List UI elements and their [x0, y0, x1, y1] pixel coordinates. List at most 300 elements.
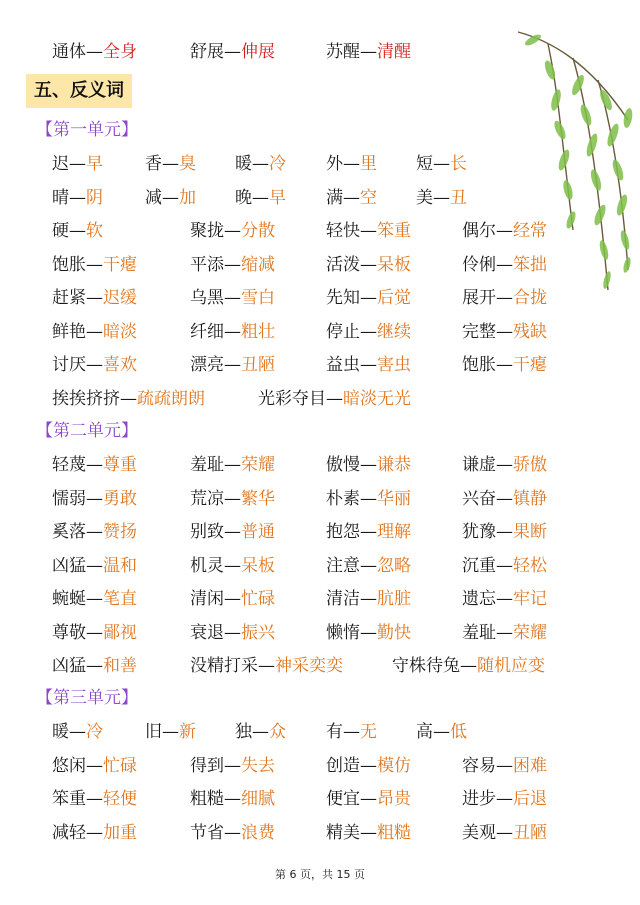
dash-separator: —: [496, 622, 513, 643]
dash-separator: —: [343, 187, 360, 208]
antonym-pair: [326, 281, 411, 315]
dash-separator: —: [496, 254, 513, 275]
word: 聚拢: [190, 221, 224, 241]
antonym-pair: [52, 782, 137, 816]
dash-separator: —: [360, 254, 377, 275]
antonym-pair: [190, 782, 275, 816]
dash-separator: —: [360, 589, 377, 609]
antonym: 后觉: [377, 288, 411, 308]
word: 晚: [235, 187, 252, 208]
antonym: 笔直: [103, 589, 137, 609]
dash-separator: —: [86, 656, 103, 676]
antonym: 继续: [377, 321, 411, 342]
word: 沉重: [462, 555, 496, 576]
dash-separator: —: [69, 221, 86, 241]
antonym-pair: [462, 782, 547, 816]
dash-separator: —: [360, 42, 377, 62]
antonym-row: [0, 248, 640, 282]
antonym-pair: [190, 515, 275, 549]
antonym-pair: [52, 35, 137, 69]
antonym: 镇静: [513, 488, 547, 509]
antonym-pair: [462, 248, 547, 282]
word: 轻蔑: [52, 455, 86, 475]
antonym: 昂贵: [377, 789, 411, 809]
dash-separator: —: [86, 42, 103, 62]
antonym-pair: [235, 181, 286, 215]
word: 懦弱: [52, 488, 86, 509]
dash-separator: —: [224, 522, 241, 542]
antonym-pair: [145, 147, 196, 181]
antonym: 果断: [513, 522, 547, 542]
antonym: 粗壮: [241, 321, 275, 342]
dash-separator: —: [86, 789, 103, 809]
antonym: 鄙视: [103, 622, 137, 643]
antonym: 全身: [103, 42, 137, 62]
antonym-pair: [462, 448, 547, 482]
antonym: 细腻: [241, 789, 275, 809]
antonym-row: [0, 782, 640, 816]
word: 独: [235, 722, 252, 742]
antonym-pair: [52, 147, 103, 181]
antonym-pair: [190, 348, 275, 382]
antonym: 长: [450, 154, 467, 174]
word: 朴素: [326, 488, 360, 509]
antonym-pair: [52, 616, 137, 650]
word: 粗糙: [190, 789, 224, 809]
word: 清闲: [190, 589, 224, 609]
antonym: 呆板: [377, 254, 411, 275]
antonym-pair: [462, 482, 547, 516]
dash-separator: —: [258, 656, 275, 676]
antonym: 冷: [86, 722, 103, 742]
word: 苏醒: [326, 42, 360, 62]
antonym-pair: [462, 315, 547, 349]
antonym: 理解: [377, 522, 411, 542]
antonym: 牢记: [513, 589, 547, 609]
unit-title: 【第一单元】: [36, 120, 138, 140]
page-footer: 第 6 页，共 15 页: [275, 868, 365, 881]
antonym-row: [0, 147, 640, 181]
antonym: 害虫: [377, 355, 411, 375]
word: 轻快: [326, 221, 360, 241]
word: 伶俐: [462, 254, 496, 275]
antonym-pair: [326, 147, 377, 181]
dash-separator: —: [162, 187, 179, 208]
antonym-pair: [416, 181, 467, 215]
antonym-pair: [190, 248, 275, 282]
word: 先知: [326, 288, 360, 308]
antonym-pair: [326, 315, 411, 349]
antonym: 暗淡无光: [343, 388, 411, 409]
antonym: 臭: [179, 154, 196, 174]
antonym: 伸展: [241, 42, 275, 62]
antonym-pair: [326, 482, 411, 516]
antonym-row: [0, 616, 640, 650]
antonym-pair: [190, 749, 275, 783]
dash-separator: —: [360, 822, 377, 843]
antonym: 干瘪: [103, 254, 137, 275]
dash-separator: —: [86, 288, 103, 308]
word: 减轻: [52, 822, 86, 843]
antonym-pair: [326, 35, 411, 69]
dash-separator: —: [224, 42, 241, 62]
antonym-row: [0, 348, 640, 382]
dash-separator: —: [433, 722, 450, 742]
word: 蜿蜒: [52, 589, 86, 609]
antonym-pair: [326, 549, 411, 583]
antonym: 早: [86, 154, 103, 174]
antonym: 随机应变: [477, 656, 545, 676]
antonym-row: [0, 549, 640, 583]
word: 悠闲: [52, 755, 86, 776]
word: 减: [145, 187, 162, 208]
antonym-pair: [392, 649, 545, 683]
word: 羞耻: [462, 622, 496, 643]
word: 讨厌: [52, 355, 86, 375]
word: 益虫: [326, 355, 360, 375]
antonym: 清醒: [377, 42, 411, 62]
antonym: 软: [86, 221, 103, 241]
antonym: 迟缓: [103, 288, 137, 308]
antonym: 阴: [86, 187, 103, 208]
word: 完整: [462, 321, 496, 342]
antonym: 模仿: [377, 755, 411, 776]
antonym-pair: [462, 281, 547, 315]
antonym: 和善: [103, 656, 137, 676]
word: 暖: [52, 722, 69, 742]
dash-separator: —: [69, 154, 86, 174]
antonym-pair: [52, 214, 103, 248]
antonym-pair: [52, 248, 137, 282]
antonym: 雪白: [241, 288, 275, 308]
dash-separator: —: [86, 321, 103, 342]
antonym: 分散: [241, 221, 275, 241]
dash-separator: —: [496, 555, 513, 576]
word: 清洁: [326, 589, 360, 609]
word: 懒惰: [326, 622, 360, 643]
antonym-pair: [190, 35, 275, 69]
antonym: 忽略: [377, 555, 411, 576]
word: 纤细: [190, 321, 224, 342]
antonym-pair: [52, 715, 103, 749]
antonym: 忙碌: [103, 755, 137, 776]
section-title: 五、反义词: [26, 74, 132, 108]
antonym: 空: [360, 187, 377, 208]
antonym: 赞扬: [103, 522, 137, 542]
dash-separator: —: [496, 455, 513, 475]
antonym-pair: [416, 715, 467, 749]
word: 鲜艳: [52, 321, 86, 342]
antonym-pair: [190, 315, 275, 349]
dash-separator: —: [496, 589, 513, 609]
antonym: 无: [360, 722, 377, 742]
antonym-pair: [326, 616, 411, 650]
unit-title: 【第三单元】: [36, 688, 138, 708]
antonym: 肮脏: [377, 589, 411, 609]
dash-separator: —: [86, 488, 103, 509]
dash-separator: —: [252, 722, 269, 742]
dash-separator: —: [360, 555, 377, 576]
word: 谦虚: [462, 455, 496, 475]
antonym: 冷: [269, 154, 286, 174]
unit-title: 【第二单元】: [36, 421, 138, 441]
antonym-pair: [190, 281, 275, 315]
dash-separator: —: [360, 789, 377, 809]
word: 进步: [462, 789, 496, 809]
antonym-pair: [52, 649, 137, 683]
antonym-row: [0, 649, 640, 683]
antonym-pair: [52, 281, 137, 315]
word: 遗忘: [462, 589, 496, 609]
dash-separator: —: [360, 488, 377, 509]
antonym-pair: [326, 214, 411, 248]
word: 漂亮: [190, 355, 224, 375]
dash-separator: —: [224, 488, 241, 509]
antonym: 加重: [103, 822, 137, 843]
word: 羞耻: [190, 455, 224, 475]
antonym-row: [0, 482, 640, 516]
word: 光彩夺目: [258, 388, 326, 409]
word: 饱胀: [462, 355, 496, 375]
word: 暖: [235, 154, 252, 174]
antonym: 繁华: [241, 488, 275, 509]
dash-separator: —: [496, 321, 513, 342]
word: 高: [416, 722, 433, 742]
word: 迟: [52, 154, 69, 174]
word: 满: [326, 187, 343, 208]
antonym: 暗淡: [103, 321, 137, 342]
antonym-pair: [462, 582, 547, 616]
dash-separator: —: [224, 321, 241, 342]
antonym: 后退: [513, 789, 547, 809]
antonym-pair: [326, 248, 411, 282]
word: 守株待兔: [392, 656, 460, 676]
antonym: 新: [179, 722, 196, 742]
word: 展开: [462, 288, 496, 308]
dash-separator: —: [224, 622, 241, 643]
word: 便宜: [326, 789, 360, 809]
antonym-pair: [326, 448, 411, 482]
antonym-pair: [190, 816, 275, 850]
antonym-pair: [52, 315, 137, 349]
antonym-pair: [326, 782, 411, 816]
antonym: 早: [269, 187, 286, 208]
dash-separator: —: [360, 288, 377, 308]
antonym: 骄傲: [513, 455, 547, 475]
antonym: 笨拙: [513, 254, 547, 275]
antonym-pair: [326, 515, 411, 549]
antonym: 荣耀: [241, 455, 275, 475]
antonym: 温和: [103, 555, 137, 576]
word: 平添: [190, 254, 224, 275]
dash-separator: —: [86, 254, 103, 275]
word: 赶紧: [52, 288, 86, 308]
dash-separator: —: [224, 254, 241, 275]
word: 乌黑: [190, 288, 224, 308]
antonym: 轻便: [103, 789, 137, 809]
dash-separator: —: [86, 455, 103, 475]
antonym: 合拢: [513, 288, 547, 308]
dash-separator: —: [86, 822, 103, 843]
antonym-pair: [462, 616, 547, 650]
dash-separator: —: [360, 221, 377, 241]
word: 笨重: [52, 789, 86, 809]
dash-separator: —: [360, 522, 377, 542]
dash-separator: —: [360, 755, 377, 776]
dash-separator: —: [326, 388, 343, 409]
antonym: 华丽: [377, 488, 411, 509]
dash-separator: —: [252, 187, 269, 208]
antonym-row: [0, 515, 640, 549]
word: 停止: [326, 321, 360, 342]
dash-separator: —: [496, 221, 513, 241]
antonym-row: [0, 448, 640, 482]
antonym: 众: [269, 722, 286, 742]
word: 精美: [326, 822, 360, 843]
dash-separator: —: [86, 522, 103, 542]
antonym-row: [0, 315, 640, 349]
antonym-pair: [145, 181, 196, 215]
antonym-pair: [190, 482, 275, 516]
word: 抱怨: [326, 522, 360, 542]
antonym-pair: [416, 147, 467, 181]
word: 偶尔: [462, 221, 496, 241]
dash-separator: —: [252, 154, 269, 174]
word: 衰退: [190, 622, 224, 643]
antonym: 喜欢: [103, 355, 137, 375]
antonym: 普通: [241, 522, 275, 542]
antonym-pair: [462, 816, 547, 850]
dash-separator: —: [162, 722, 179, 742]
antonym-pair: [52, 749, 137, 783]
dash-separator: —: [343, 722, 360, 742]
dash-separator: —: [496, 488, 513, 509]
antonym-pair: [326, 816, 411, 850]
antonym: 浪费: [241, 822, 275, 843]
word: 凶猛: [52, 656, 86, 676]
antonym-row: [0, 281, 640, 315]
antonym-pair: [52, 549, 137, 583]
antonym-pair: [326, 348, 411, 382]
word: 香: [145, 154, 162, 174]
antonym: 振兴: [241, 622, 275, 643]
antonym-pair: [52, 448, 137, 482]
antonym: 勤快: [377, 622, 411, 643]
word: 硬: [52, 221, 69, 241]
antonym: 丑陋: [513, 822, 547, 843]
antonym-pair: [52, 348, 137, 382]
antonym-pair: [145, 715, 196, 749]
antonym: 粗糙: [377, 822, 411, 843]
dash-separator: —: [224, 455, 241, 475]
dash-separator: —: [69, 187, 86, 208]
antonym-row: [0, 816, 640, 850]
antonym-pair: [326, 181, 377, 215]
antonym: 残缺: [513, 321, 547, 342]
antonym-pair: [190, 448, 275, 482]
antonym-pair: [190, 616, 275, 650]
antonym: 神采奕奕: [275, 656, 343, 676]
antonym-pair: [235, 715, 286, 749]
word: 晴: [52, 187, 69, 208]
word: 荒凉: [190, 488, 224, 509]
antonym-pair: [258, 382, 411, 416]
antonym-pair: [52, 482, 137, 516]
word: 美观: [462, 822, 496, 843]
dash-separator: —: [343, 154, 360, 174]
antonym: 谦恭: [377, 455, 411, 475]
word: 没精打采: [190, 656, 258, 676]
antonym-pair: [190, 582, 275, 616]
dash-separator: —: [224, 822, 241, 843]
word: 舒展: [190, 42, 224, 62]
word: 短: [416, 154, 433, 174]
antonym-row: [0, 749, 640, 783]
dash-separator: —: [496, 789, 513, 809]
dash-separator: —: [433, 187, 450, 208]
antonym: 轻松: [513, 555, 547, 576]
antonym-pair: [462, 348, 547, 382]
dash-separator: —: [360, 321, 377, 342]
dash-separator: —: [224, 789, 241, 809]
dash-separator: —: [224, 589, 241, 609]
dash-separator: —: [360, 355, 377, 375]
antonym: 缩减: [241, 254, 275, 275]
antonym-row: [0, 582, 640, 616]
word: 傲慢: [326, 455, 360, 475]
antonym: 经常: [513, 221, 547, 241]
antonym-pair: [235, 147, 286, 181]
antonym-row: [0, 214, 640, 248]
word: 尊敬: [52, 622, 86, 643]
dash-separator: —: [496, 522, 513, 542]
word: 兴奋: [462, 488, 496, 509]
antonym-pair: [462, 749, 547, 783]
antonym-pair: [462, 214, 547, 248]
dash-separator: —: [86, 555, 103, 576]
antonym-row: [0, 715, 640, 749]
word: 容易: [462, 755, 496, 776]
word: 挨挨挤挤: [52, 388, 120, 409]
antonym: 呆板: [241, 555, 275, 576]
dash-separator: —: [224, 755, 241, 776]
word: 外: [326, 154, 343, 174]
dash-separator: —: [496, 755, 513, 776]
antonym-pair: [52, 515, 137, 549]
word: 得到: [190, 755, 224, 776]
antonym: 荣耀: [513, 622, 547, 643]
antonym: 低: [450, 722, 467, 742]
top-row: [0, 35, 640, 69]
dash-separator: —: [162, 154, 179, 174]
word: 旧: [145, 722, 162, 742]
dash-separator: —: [360, 455, 377, 475]
antonym-pair: [52, 582, 137, 616]
antonym-row: [0, 382, 640, 416]
antonym-pair: [326, 582, 411, 616]
word: 创造: [326, 755, 360, 776]
antonym: 丑陋: [241, 355, 275, 375]
antonym-pair: [52, 816, 137, 850]
dash-separator: —: [120, 388, 137, 409]
word: 犹豫: [462, 522, 496, 542]
antonym-pair: [52, 181, 103, 215]
antonym-pair: [462, 549, 547, 583]
antonym: 加: [179, 187, 196, 208]
dash-separator: —: [86, 622, 103, 643]
dash-separator: —: [224, 221, 241, 241]
antonym: 干瘪: [513, 355, 547, 375]
